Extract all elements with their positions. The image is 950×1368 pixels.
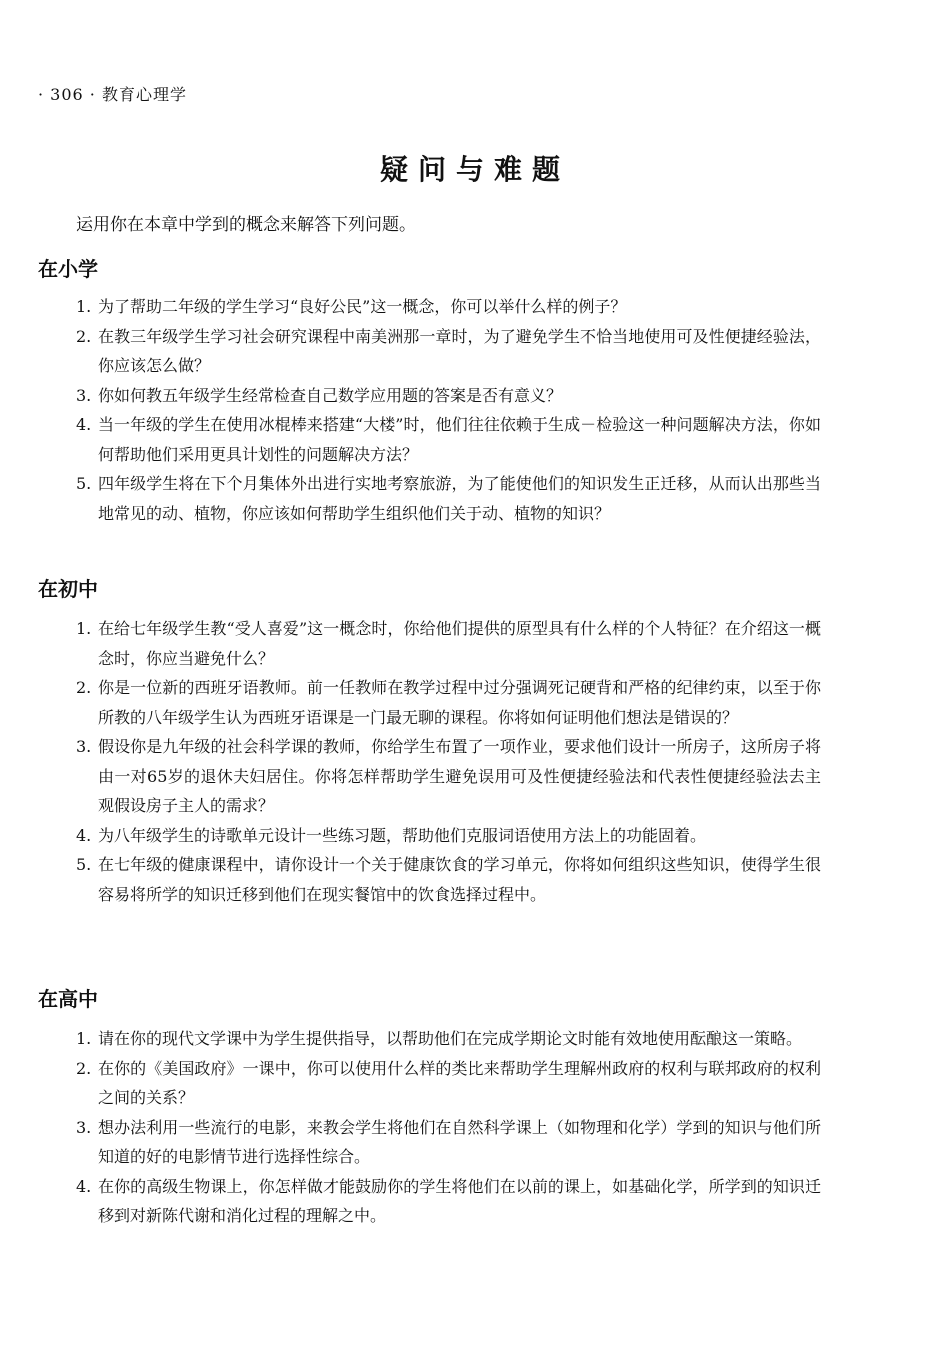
section-heading-elementary: 在小学 — [38, 257, 98, 281]
question-number: 2. — [76, 1058, 92, 1078]
list-item — [76, 821, 821, 851]
question-number: 3. — [76, 1117, 92, 1137]
list-item — [76, 381, 821, 411]
list-item — [76, 322, 821, 381]
list-item — [76, 732, 821, 821]
question-text: 你如何教五年级学生经常检查自己数学应用题的答案是否有意义？ — [98, 385, 563, 405]
book-title: 教育心理学 — [101, 85, 187, 104]
question-text: 四年级学生将在下个月集体外出进行实地考察旅游，为了能使他们的知识发生正迁移，从而认出那些当地常见的动、植物，你应该如何帮助学生组织他们关于动、植物的知识？ — [98, 474, 821, 523]
question-number: 2. — [76, 326, 92, 346]
list-item — [76, 1054, 821, 1113]
question-list-middle-school — [76, 614, 821, 909]
question-text: 在教三年级学生学习社会研究课程中南美洲那一章时，为了避免学生不恰当地使用可及性便捷经验法，你应该怎么做？ — [98, 326, 821, 375]
question-text: 当一年级的学生在使用冰棍棒来搭建“大楼”时，他们往往依赖于生成－检验这一种问题解决方法，你如何帮助他们采用更具计划性的问题解决方法？ — [98, 415, 821, 464]
list-item — [76, 850, 821, 909]
question-number: 1. — [76, 297, 92, 316]
question-number: 5. — [76, 855, 92, 874]
question-number: 1. — [76, 619, 92, 638]
question-number: 4. — [76, 825, 92, 845]
page-number: · 306 · — [38, 85, 96, 104]
question-text: 为八年级学生的诗歌单元设计一些练习题，帮助他们克服词语使用方法上的功能固着。 — [98, 825, 707, 845]
question-list-elementary — [76, 292, 821, 528]
list-item — [76, 1113, 821, 1172]
section-heading-middle-school: 在初中 — [38, 577, 98, 601]
list-item — [76, 1172, 821, 1231]
list-item — [76, 469, 821, 528]
question-text: 在七年级的健康课程中，请你设计一个关于健康饮食的学习单元，你将如何组织这些知识，使得学生很容易将所学的知识迁移到他们在现实餐馆中的饮食选择过程中。 — [98, 855, 821, 904]
question-text: 请在你的现代文学课中为学生提供指导，以帮助他们在完成学期论文时能有效地使用酝酿这一策略。 — [98, 1029, 803, 1048]
intro-text: 运用你在本章中学到的概念来解答下列问题。 — [76, 215, 416, 235]
question-number: 3. — [76, 737, 92, 756]
question-number: 4. — [76, 1176, 92, 1196]
list-item — [76, 410, 821, 469]
list-item — [76, 673, 821, 732]
page-title: 疑问与难题 — [379, 153, 570, 186]
list-item — [76, 614, 821, 673]
question-text: 在给七年级学生教“受人喜爱”这一概念时，你给他们提供的原型具有什么样的个人特征？在介绍这一概念时，你应当避免什么？ — [98, 619, 821, 668]
question-text: 你是一位新的西班牙语教师。前一任教师在教学过程中过分强调死记硬背和严格的纪律约束，以至于你所教的八年级学生认为西班牙语课是一门最无聊的课程。你将如何证明他们想法是错误的？ — [98, 678, 821, 727]
question-number: 3. — [76, 385, 92, 405]
question-text: 假设你是九年级的社会科学课的教师，你给学生布置了一项作业，要求他们设计一所房子，这所房子将由一对65岁的退休夫妇居住。你将怎样帮助学生避免误用可及性便捷经验法和代表性便捷经验法去主观假设房子主人的需求？ — [98, 737, 821, 815]
question-text: 在你的《美国政府》一课中，你可以使用什么样的类比来帮助学生理解州政府的权利与联邦政府的权利之间的关系？ — [98, 1058, 821, 1107]
question-number: 4. — [76, 415, 92, 434]
list-item — [76, 292, 821, 322]
running-head — [38, 82, 187, 105]
question-text: 为了帮助二年级的学生学习“良好公民”这一概念，你可以举什么样的例子？ — [98, 297, 627, 316]
question-list-high-school — [76, 1024, 821, 1231]
question-number: 1. — [76, 1029, 92, 1048]
question-text: 想办法利用一些流行的电影，来教会学生将他们在自然科学课上（如物理和化学）学到的知识与他们所知道的好的电影情节进行选择性综合。 — [98, 1117, 821, 1166]
list-item — [76, 1024, 821, 1054]
question-number: 2. — [76, 678, 92, 697]
section-heading-high-school: 在高中 — [38, 987, 98, 1011]
question-text: 在你的高级生物课上，你怎样做才能鼓励你的学生将他们在以前的课上，如基础化学，所学到的知识迁移到对新陈代谢和消化过程的理解之中。 — [98, 1176, 821, 1225]
question-number: 5. — [76, 474, 92, 493]
